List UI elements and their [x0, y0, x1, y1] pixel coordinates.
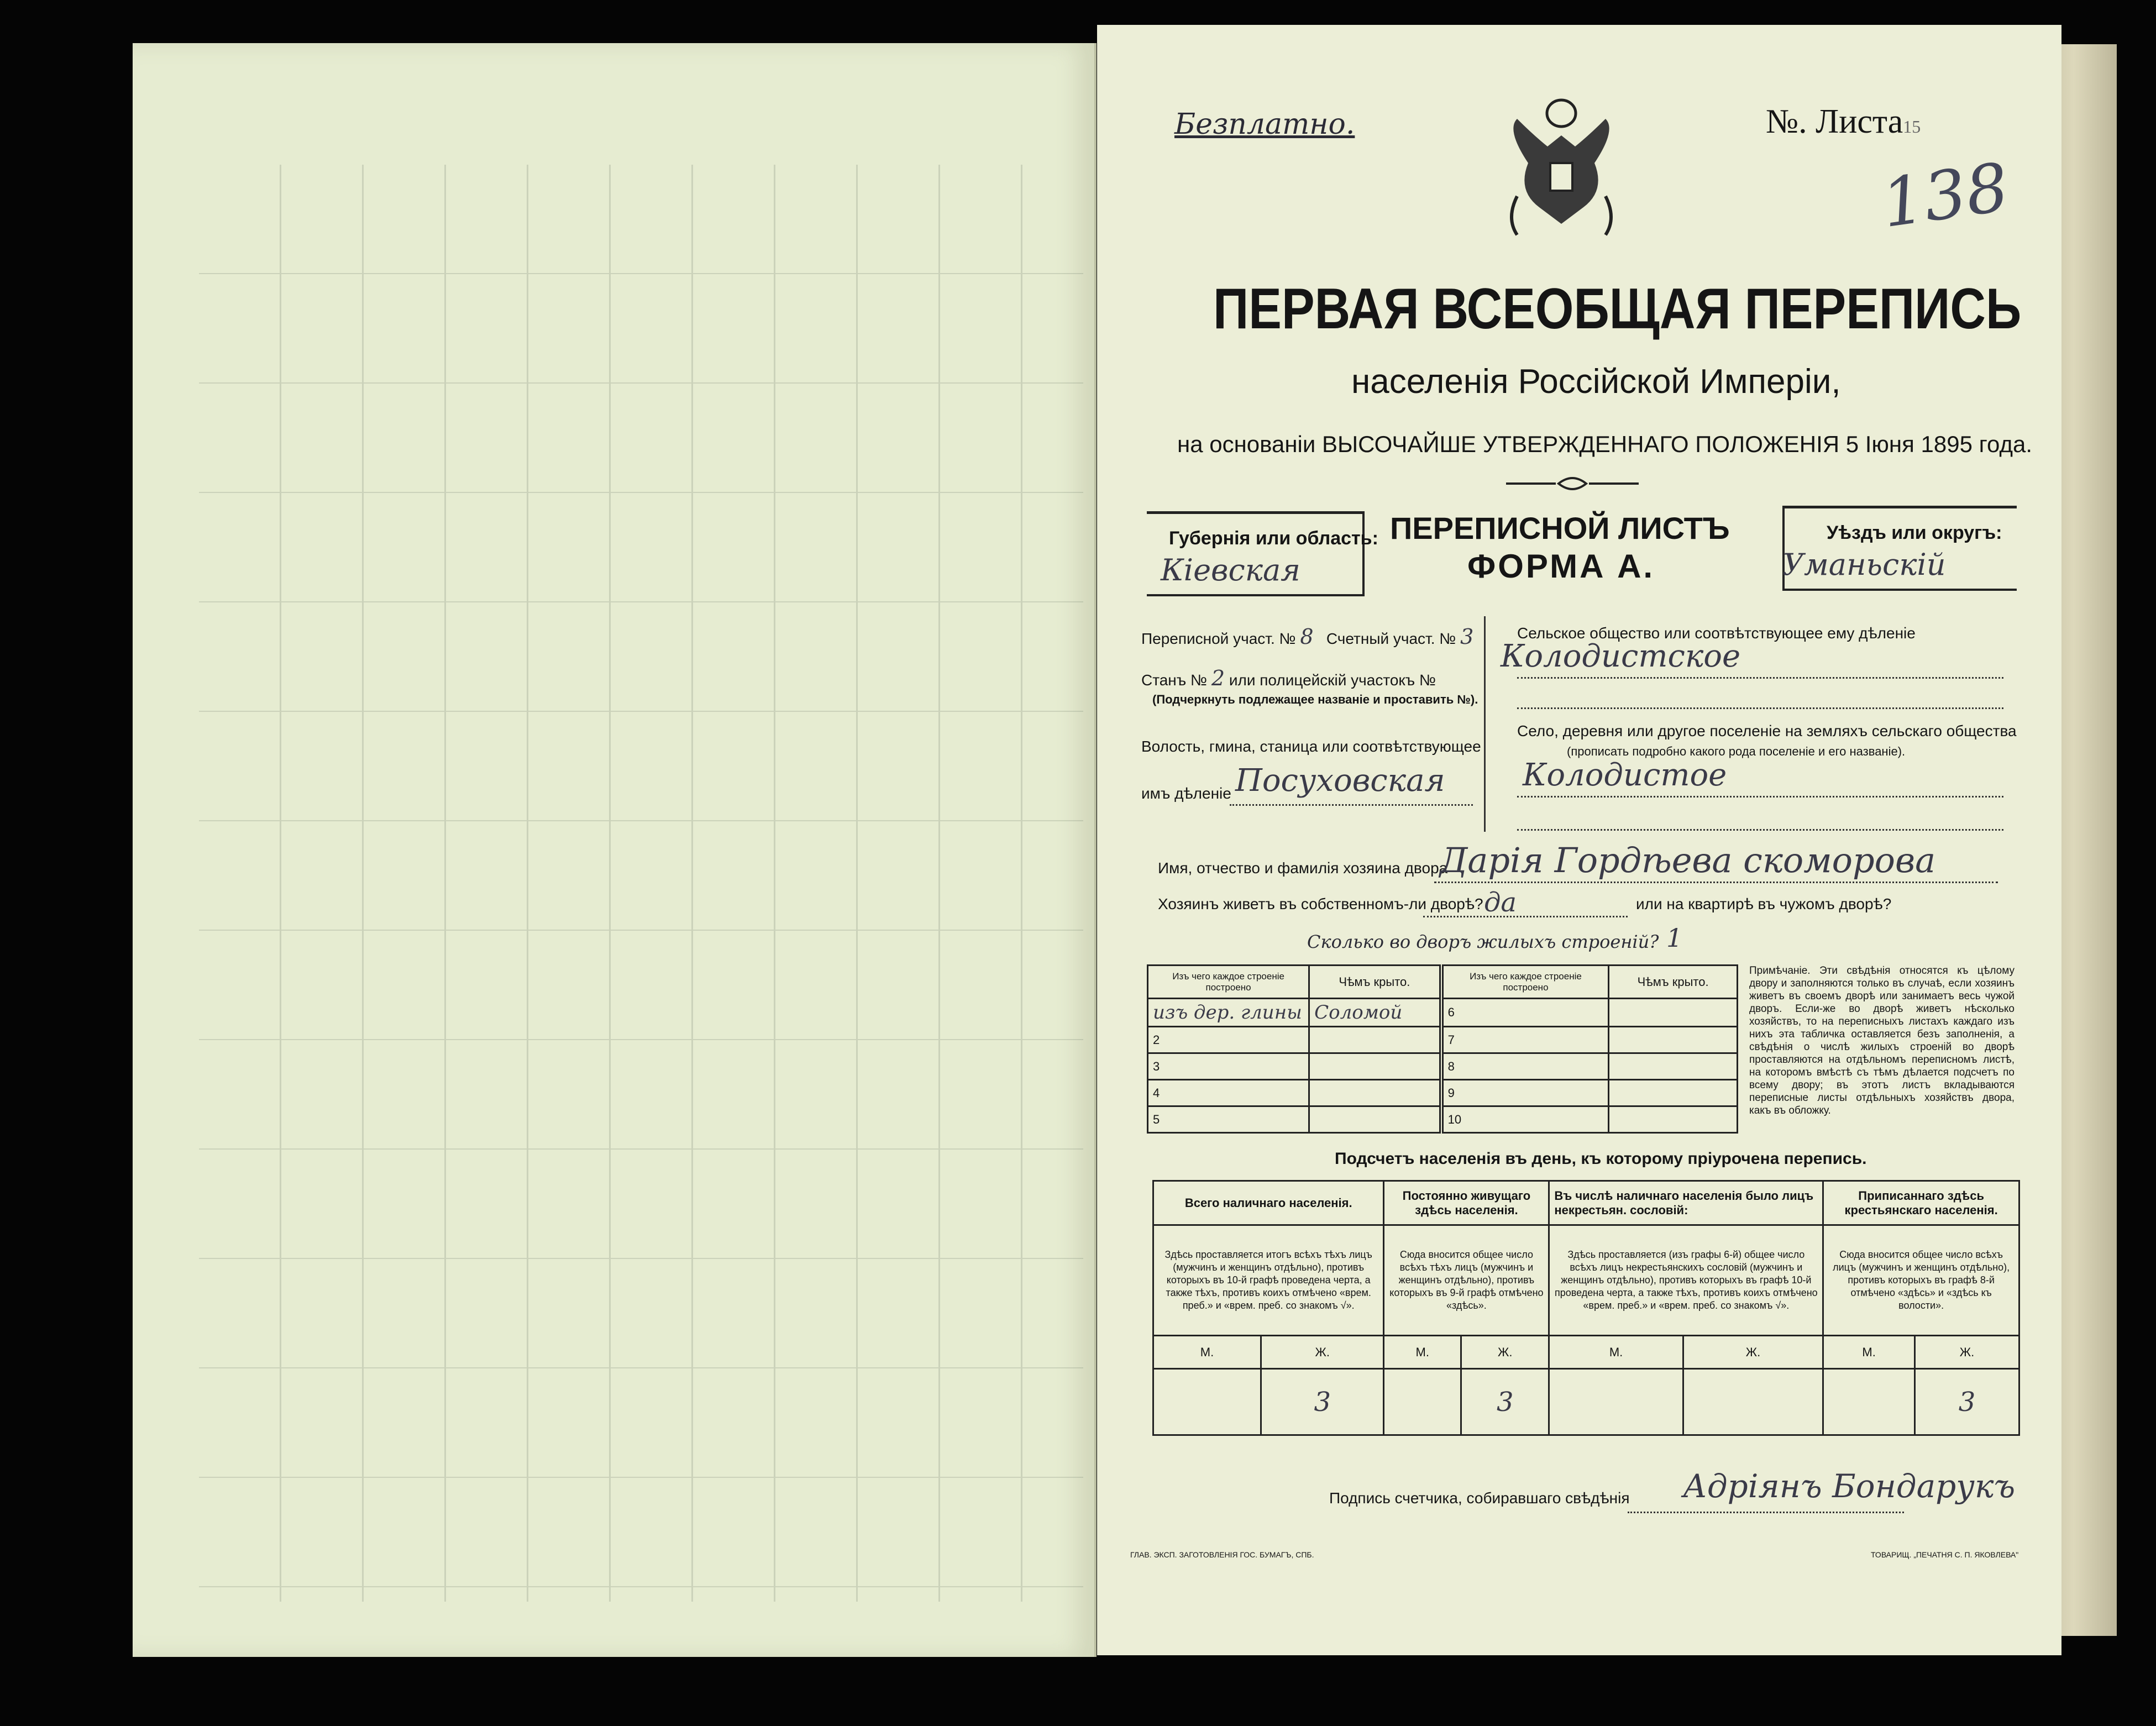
bt-row-3-roof — [1309, 1053, 1441, 1080]
field-perepisnoi-uch: Переписной участ. № 8 Счетный участ. № 3 — [1141, 625, 1474, 649]
left-page-reverse — [133, 43, 1097, 1657]
bt-row-8-roof — [1609, 1053, 1738, 1080]
sheet-number-label: №. Листа15 — [1766, 103, 1921, 140]
pc-v-zh4: 3 — [1914, 1369, 2019, 1435]
bt-row-3: 3 — [1148, 1053, 1309, 1080]
signature-label: Подпись счетчика, собиравшаго свѣдѣнія — [1329, 1489, 1630, 1507]
volost-line — [1230, 804, 1473, 806]
pc-v-m1 — [1153, 1369, 1261, 1435]
pc-v-m2 — [1384, 1369, 1461, 1435]
field-volost: Волость, гмина, станица или соотвѣтствующее — [1141, 738, 1481, 755]
bt-h-roof-2: Чѣмъ крыто. — [1609, 966, 1738, 999]
field-selo: Село, деревня или другое поселеніе на земляхъ сельскаго общества — [1517, 722, 2017, 739]
buildings-label: Сколько во дворъ жилыхъ строеній? — [1307, 931, 1659, 952]
main-title: ПЕРВАЯ ВСЕОБЩАЯ ПЕРЕПИСЬ — [1213, 277, 2022, 341]
obshchestvo-value: Колодистское — [1501, 638, 1741, 674]
pc-h4: Приписаннаго здѣсь крестьянскаго населенія. — [1823, 1181, 2019, 1225]
field-obshchestvo: Сельское общество или соотвѣтствующее ему дѣленіе — [1517, 625, 1916, 642]
bleed-through-grid — [199, 165, 1083, 1602]
lives-line — [1423, 916, 1628, 917]
pc-v-zh2: 3 — [1461, 1369, 1549, 1435]
bt-h-roof: Чѣмъ крыто. — [1309, 966, 1441, 999]
bt-row-9-roof — [1609, 1080, 1738, 1106]
form-variant: ФОРМА А. — [1467, 548, 1655, 585]
pc-m2: М. — [1384, 1336, 1461, 1369]
pc-d2: Сюда вносится общее число всѣхъ тѣхъ лицъ (мужчинъ и женщинъ отдѣльно), противъ которыхъ въ 9-й графѣ отмѣчено «здѣсь». — [1384, 1225, 1549, 1336]
bt-row-5: 5 — [1148, 1106, 1309, 1133]
sheet-number-pencil: 138 — [1877, 149, 2013, 243]
bt-row-2: 2 — [1148, 1027, 1309, 1053]
selo-value: Колодистое — [1523, 757, 1727, 793]
field-divider — [1484, 616, 1486, 832]
selo-note: (прописать подробно какого рода поселеніе и его названіе). — [1567, 744, 1906, 758]
volost-value: Посуховская — [1235, 763, 1445, 799]
census-form-page — [1097, 25, 2061, 1655]
double-headed-eagle-emblem — [1495, 97, 1628, 240]
pc-m1: М. — [1153, 1336, 1261, 1369]
field-volost-2: имъ дѣленіе — [1141, 785, 1231, 802]
pc-v-m3 — [1549, 1369, 1683, 1435]
owner-line — [1434, 882, 1998, 883]
pc-zh4: Ж. — [1914, 1336, 2019, 1369]
field-stan: Станъ № 2 или полицейскій участокъ № — [1141, 666, 1436, 690]
flourish-ornament — [1506, 475, 1639, 492]
pc-zh1: Ж. — [1261, 1336, 1384, 1369]
count-heading: Подсчетъ населенія въ день, къ которому пріурочена перепись. — [1335, 1150, 1867, 1168]
bt-row-8: 8 — [1441, 1053, 1609, 1080]
bt-row-2-roof — [1309, 1027, 1441, 1053]
obshchestvo-line-2 — [1517, 707, 2003, 709]
guberniya-label: Губернія или область: — [1169, 528, 1378, 549]
basis-line: на основаніи ВЫСОЧАЙШЕ УТВЕРЖДЕННАГО ПОЛОЖЕНІЯ 5 Іюня 1895 года. — [1177, 431, 2033, 457]
imprint-right: ТОВАРИЩ. „ПЕЧАТНЯ С. П. ЯКОВЛЕВА" — [1871, 1550, 2019, 1559]
bt-row-10: 10 — [1441, 1106, 1609, 1133]
note-text: Примѣчаніе. Эти свѣдѣнія относятся къ цѣлому двору и заполняются только въ случаѣ, если хозяинъ живетъ въ своемъ дворѣ или занимаетъ весь чужой дворъ. Если-же во дворѣ живетъ нѣсколько хозяйствъ, то на переписныхъ листахъ каждаго изъ нихъ эта табличка оставляется безъ заполненія, а свѣдѣнія о числѣ жилыхъ строеній во дворѣ проставляются на отдѣльномъ переписномъ листѣ, на которомъ вмѣстѣ съ тѣмъ дѣлается подсчетъ по всему двору; въ этотъ листъ вкладываются переписные листы отдѣльныхъ хозяйствъ двора, какъ въ обложку. — [1749, 965, 2015, 1116]
pc-d4: Сюда вносится общее число всѣхъ лицъ (мужчинъ и женщинъ отдѣльно), противъ которыхъ въ графѣ 8-й отмѣчено «здѣсь» и «здѣсь къ волости». — [1823, 1225, 2019, 1336]
lives-alt-label: или на квартирѣ въ чужомъ дворѣ? — [1636, 895, 1892, 912]
pc-m4: М. — [1823, 1336, 1915, 1369]
free-label: Безплатно. — [1174, 108, 1355, 141]
bt-h-material-2: Изъ чего каждое строеніе построено — [1441, 966, 1609, 999]
bt-row-10-roof — [1609, 1106, 1738, 1133]
pc-d3: Здѣсь проставляется (изъ графы 6-й) общее число всѣхъ лицъ некрестьянскихъ сословій (мужчинъ и женщинъ отдѣльно), противъ которыхъ въ графѣ 10-й проведена черта, а также тѣхъ, противъ коихъ отмѣчено «врем. преб.» и «врем. преб. со знакомъ √». — [1549, 1225, 1823, 1336]
pc-d1: Здѣсь проставляется итогъ всѣхъ тѣхъ лицъ (мужчинъ и женщинъ отдѣльно), противъ которыхъ въ 10-й графѣ проведена черта, а также тѣхъ, противъ коихъ отмѣчено «врем. преб.» и «врем. преб. со знакомъ √». — [1153, 1225, 1384, 1336]
bt-row-7: 7 — [1441, 1027, 1609, 1053]
bt-row-9: 9 — [1441, 1080, 1609, 1106]
uezd-value: Уманьскій — [1782, 547, 1946, 582]
selo-line-2 — [1517, 829, 2003, 831]
pc-h3: Въ числѣ наличнаго населенія было лицъ некрестьян. сословій: — [1549, 1181, 1823, 1225]
pc-h2: Постоянно живущаго здѣсь населенія. — [1384, 1181, 1549, 1225]
pc-v-zh1: 3 — [1261, 1369, 1384, 1435]
bt-row-6: 6 — [1441, 999, 1609, 1027]
pc-zh3: Ж. — [1683, 1336, 1823, 1369]
signature-value: Адріянъ Бондарукъ — [1683, 1467, 2016, 1505]
form-name: ПЕРЕПИСНОЙ ЛИСТЪ — [1390, 511, 1730, 545]
owner-value: Дарія Гордѣева скоморова — [1440, 840, 1936, 880]
bt-row-7-roof — [1609, 1027, 1738, 1053]
bt-row-1-roof: Соломой — [1309, 999, 1441, 1027]
bt-h-material: Изъ чего каждое строеніе построено — [1148, 966, 1309, 999]
subtitle: населенія Россійской Имперіи, — [1351, 363, 1841, 401]
pc-v-m4 — [1823, 1369, 1915, 1435]
pc-h1: Всего наличнаго населенія. — [1153, 1181, 1384, 1225]
pc-v-zh3 — [1683, 1369, 1823, 1435]
guberniya-value: Кіевская — [1161, 553, 1300, 587]
pc-m3: М. — [1549, 1336, 1683, 1369]
owner-label: Имя, отчество и фамилія хозяина двора — [1158, 859, 1448, 877]
bt-row-6-roof — [1609, 999, 1738, 1027]
buildings-value: 1 — [1666, 923, 1683, 953]
lives-label: Хозяинъ живетъ въ собственномъ-ли дворѣ? — [1158, 895, 1483, 912]
imprint-left: ГЛАВ. ЭКСП. ЗАГОТОВЛЕНІЯ ГОС. БУМАГЪ, СПБ. — [1130, 1550, 1314, 1559]
signature-line — [1628, 1512, 1904, 1513]
pc-zh2: Ж. — [1461, 1336, 1549, 1369]
bt-row-5-roof — [1309, 1106, 1441, 1133]
bt-row-4: 4 — [1148, 1080, 1309, 1106]
obshchestvo-line — [1517, 677, 2003, 679]
lives-value: да — [1484, 887, 1517, 918]
buildings-table — [1147, 964, 1738, 1134]
population-count-table — [1152, 1180, 2020, 1436]
selo-line — [1517, 796, 2003, 798]
bt-row-1-material: изъ дер. глины — [1148, 999, 1309, 1027]
stan-note: (Подчеркнуть подлежащее названіе и проставить №). — [1152, 693, 1478, 706]
bt-row-4-roof — [1309, 1080, 1441, 1106]
uezd-label: Уѣздъ или округъ: — [1827, 522, 2002, 543]
